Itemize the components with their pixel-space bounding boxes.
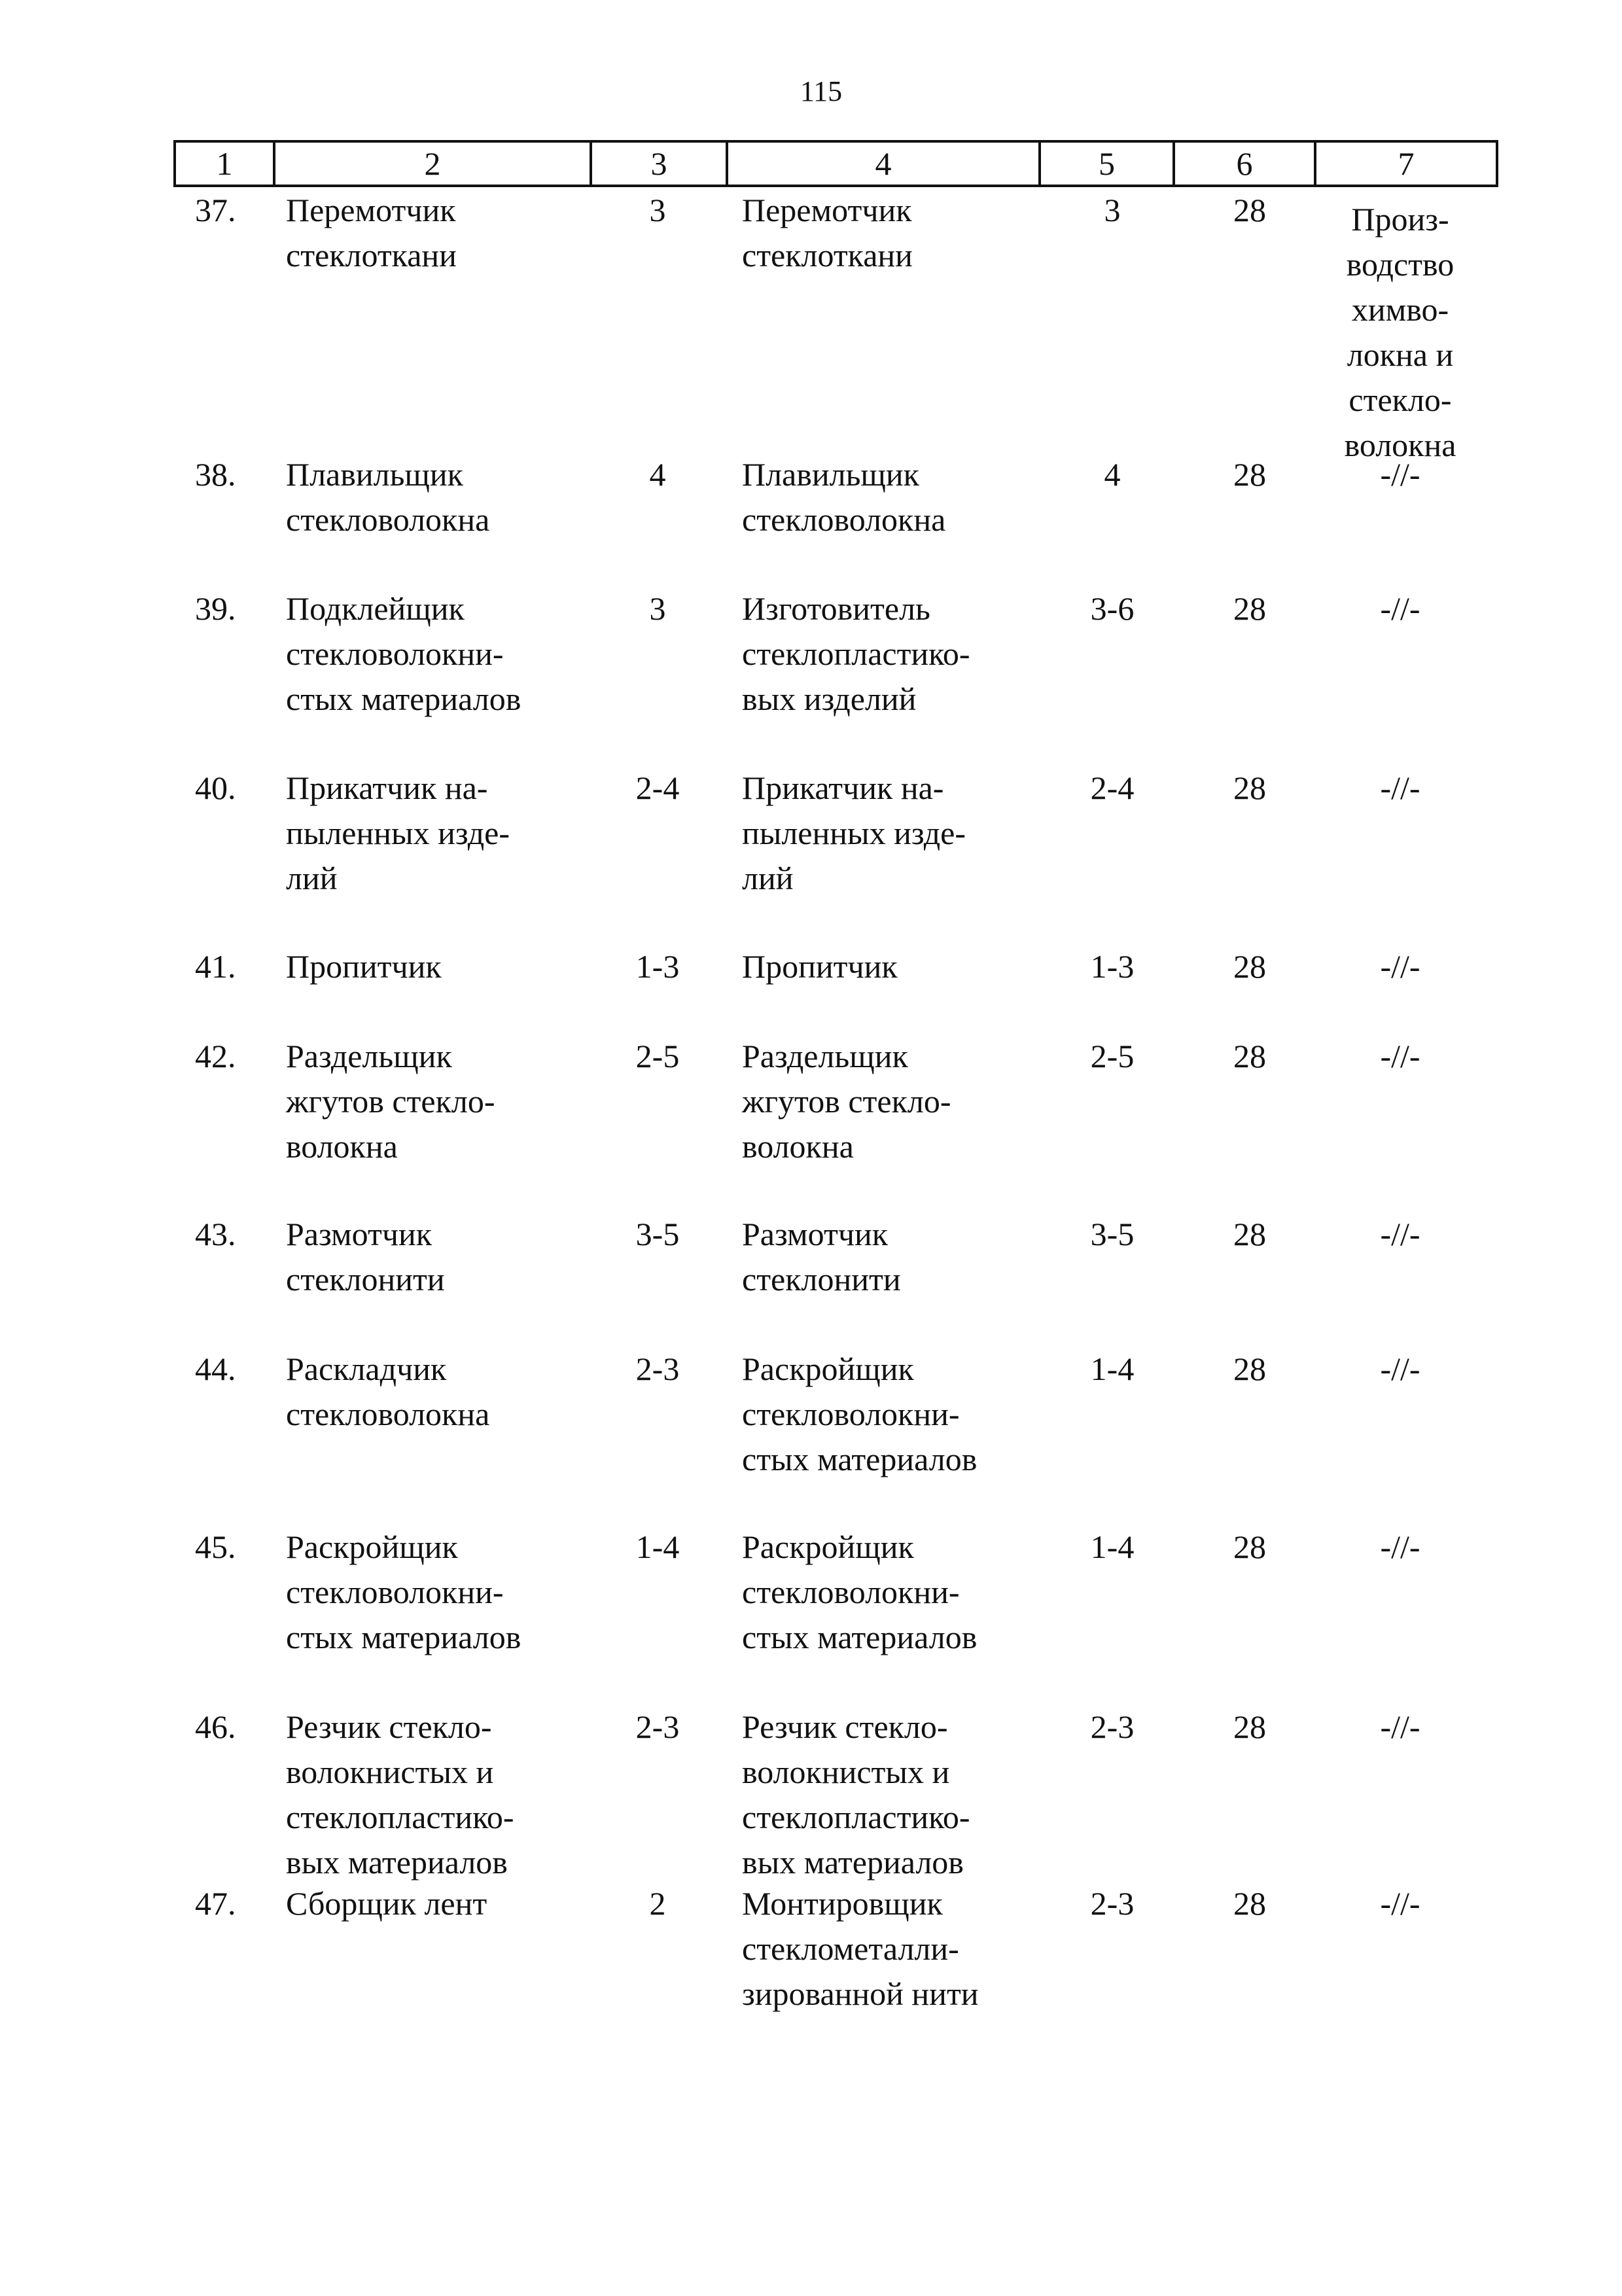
production-section: -//-	[1380, 948, 1420, 985]
old-grade-range: 4	[649, 456, 666, 493]
old-profession-name: Раскладчик стекловолокна	[286, 1351, 490, 1432]
new-grade-range: 2-3	[1090, 1885, 1135, 1922]
table-row	[0, 188, 1622, 463]
old-profession-name: Прикатчик на- пыленных изде- лий	[286, 769, 510, 896]
column-header-2: 2	[275, 143, 592, 185]
table-row	[0, 766, 1622, 936]
column-header-4: 4	[728, 143, 1041, 185]
production-section: -//-	[1380, 769, 1420, 806]
column-header-7: 7	[1398, 145, 1415, 182]
old-grade-range: 2-4	[635, 769, 680, 806]
production-section: -//-	[1380, 1038, 1420, 1074]
production-section: -//-	[1380, 1351, 1420, 1387]
list-number: 28	[1233, 1708, 1266, 1745]
new-profession-name: Прикатчик на- пыленных изде- лий	[742, 769, 966, 896]
production-section: -//-	[1380, 1708, 1420, 1745]
old-profession-name: Сборщик лент	[286, 1885, 487, 1922]
table-row	[0, 586, 1622, 756]
old-profession-name: Плавильщик стекловолокна	[286, 456, 490, 538]
list-number: 28	[1233, 1216, 1266, 1252]
list-number: 28	[1233, 1038, 1266, 1074]
row-number: 46.	[195, 1708, 236, 1745]
list-number: 28	[1233, 1885, 1266, 1922]
list-number: 28	[1233, 192, 1266, 228]
row-number: 44.	[195, 1351, 236, 1387]
old-grade-range: 3-5	[635, 1216, 680, 1252]
table-row	[0, 1347, 1622, 1517]
list-number: 28	[1233, 1528, 1266, 1565]
table-row	[0, 1525, 1622, 1695]
old-grade-range: 1-4	[635, 1528, 680, 1565]
table-header-row	[173, 140, 1498, 187]
old-profession-name: Раскройщик стекловолокни- стых материалов	[286, 1528, 521, 1655]
new-grade-range: 3	[1104, 192, 1121, 228]
row-number: 37.	[195, 192, 236, 228]
old-grade-range: 2	[649, 1885, 666, 1922]
new-profession-name: Перемотчик стеклоткани	[742, 192, 913, 274]
row-number: 39.	[195, 590, 236, 627]
row-number: 41.	[195, 948, 236, 985]
production-section: -//-	[1380, 1216, 1420, 1252]
new-profession-name: Раскройщик стекловолокни- стых материалов	[742, 1351, 978, 1477]
new-profession-name: Изготовитель стеклопластико- вых изделий	[742, 590, 970, 717]
table-row	[0, 1034, 1622, 1204]
old-profession-name: Подклейщик стекловолокни- стых материалов	[286, 590, 521, 717]
new-profession-name: Раздельщик жгутов стекло- волокна	[742, 1038, 951, 1165]
list-number: 28	[1233, 456, 1266, 493]
table-row	[0, 1881, 1622, 2051]
production-section: -//-	[1380, 1528, 1420, 1565]
new-grade-range: 3-6	[1090, 590, 1135, 627]
old-profession-name: Размотчик стеклонити	[286, 1216, 445, 1298]
column-header-5: 5	[1041, 143, 1175, 185]
new-grade-range: 2-3	[1090, 1708, 1135, 1745]
old-grade-range: 2-3	[635, 1708, 680, 1745]
new-grade-range: 1-3	[1090, 948, 1135, 985]
new-grade-range: 1-4	[1090, 1351, 1135, 1387]
column-header-6: 6	[1175, 143, 1316, 185]
old-profession-name: Перемотчик стеклоткани	[286, 192, 457, 274]
column-header-3: 3	[592, 143, 728, 185]
new-profession-name: Пропитчик	[742, 948, 898, 985]
new-profession-name: Резчик стекло- волокнистых и стеклопластико- вых материалов	[742, 1708, 970, 1881]
new-profession-name: Раскройщик стекловолокни- стых материалов	[742, 1528, 978, 1655]
old-grade-range: 3	[649, 192, 666, 228]
column-header-1: 1	[176, 143, 275, 185]
new-grade-range: 2-4	[1090, 769, 1135, 806]
old-grade-range: 2-5	[635, 1038, 680, 1074]
row-number: 42.	[195, 1038, 236, 1074]
new-profession-name: Плавильщик стекловолокна	[742, 456, 946, 538]
production-section: -//-	[1380, 456, 1420, 493]
production-section: Произ- водство химво- локна и стекло- волокна	[1344, 201, 1456, 463]
old-grade-range: 2-3	[635, 1351, 680, 1387]
old-grade-range: 3	[649, 590, 666, 627]
row-number: 38.	[195, 456, 236, 493]
old-profession-name: Резчик стекло- волокнистых и стеклопластико- вых материалов	[286, 1708, 514, 1881]
new-grade-range: 2-5	[1090, 1038, 1135, 1074]
old-profession-name: Пропитчик	[286, 948, 442, 985]
list-number: 28	[1233, 1351, 1266, 1387]
list-number: 28	[1233, 769, 1266, 806]
row-number: 43.	[195, 1216, 236, 1252]
list-number: 28	[1233, 948, 1266, 985]
old-grade-range: 1-3	[635, 948, 680, 985]
new-grade-range: 1-4	[1090, 1528, 1135, 1565]
row-number: 40.	[195, 769, 236, 806]
new-profession-name: Размотчик стеклонити	[742, 1216, 901, 1298]
new-grade-range: 4	[1104, 456, 1121, 493]
new-profession-name: Монтировщик стеклометалли- зированной нити	[742, 1885, 979, 2012]
old-profession-name: Раздельщик жгутов стекло- волокна	[286, 1038, 495, 1165]
production-section: -//-	[1380, 1885, 1420, 1922]
row-number: 47.	[195, 1885, 236, 1922]
page-number: 115	[800, 75, 843, 107]
table-row	[0, 1704, 1622, 1881]
row-number: 45.	[195, 1528, 236, 1565]
list-number: 28	[1233, 590, 1266, 627]
new-grade-range: 3-5	[1090, 1216, 1135, 1252]
production-section: -//-	[1380, 590, 1420, 627]
